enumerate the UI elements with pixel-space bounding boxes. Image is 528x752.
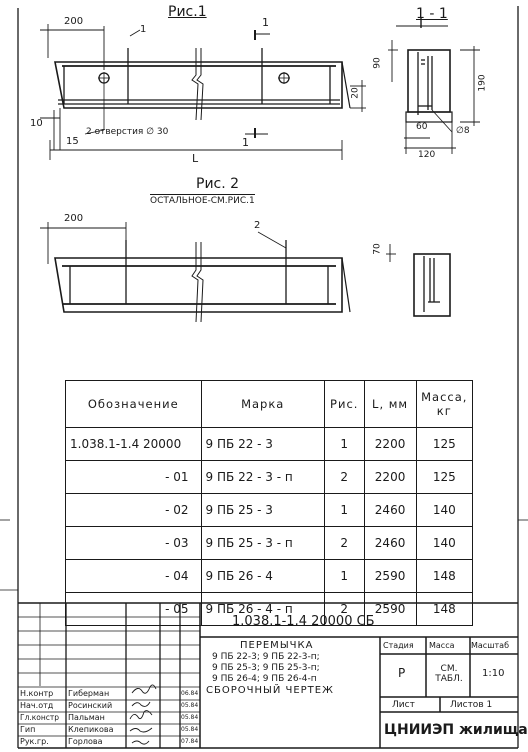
col-designation: Обозначение [66,381,202,428]
stage-value: Р [398,666,406,680]
scale-value: 1:10 [482,668,505,679]
row-fig: 1 [324,560,364,593]
fig1-dim-10: 10 [30,118,43,129]
stage-label: Стадия [383,641,414,650]
row-mass: 140 [416,527,472,560]
fig2-dim-200: 200 [64,213,84,224]
row-fig: 1 [324,494,364,527]
signatures [130,685,156,744]
product-marks-1: 9 ПБ 22-3; 9 ПБ 22-3-п; [212,652,320,662]
row-designation: - 05 [66,593,202,626]
fig1-dim-L: L [192,152,199,165]
row-mass: 125 [416,428,472,461]
section-dim-60: 60 [416,122,428,132]
table-row [66,494,473,527]
product-name: ПЕРЕМЫЧКА [240,640,314,651]
row-length: 2590 [364,593,416,626]
fig2-leader-2: 2 [254,220,261,231]
col-mass: Масса, кг [416,381,472,428]
row-designation: - 01 [66,461,202,494]
fig2-dim-70: 70 [372,243,383,255]
section-dim-90: 90 [372,57,383,69]
section-title: 1 - 1 [416,6,448,22]
row-length: 2460 [364,494,416,527]
role-label: Гл.констр [20,713,60,722]
section-dim-190: 190 [477,74,488,92]
fig1-dim-200: 200 [64,16,84,27]
row-mark: 9 ПБ 26 - 4 - п [201,593,324,626]
role-label: Рук.гр. [20,737,49,746]
row-mass: 148 [416,560,472,593]
table-row [66,560,473,593]
mass-value: СМ. ТАБЛ. [435,664,463,684]
role-label: Нач.отд [20,701,54,710]
table-row [66,428,473,461]
row-designation: - 02 [66,494,202,527]
role-date: 05.84 [181,726,199,733]
scale-label: Масштаб [471,641,510,650]
row-length: 2200 [364,461,416,494]
row-length: 2200 [364,428,416,461]
row-designation: 1.038.1-1.4 20000 [66,428,202,461]
col-mark: Марка [201,381,324,428]
fig2-section [414,254,450,316]
fig1-dim-15: 15 [66,136,79,147]
role-label: Н.контр [20,689,54,698]
role-date: 07.84 [181,738,199,745]
role-name: Гиберман [68,689,110,698]
row-length: 2590 [364,560,416,593]
role-name: Горлова [68,737,103,746]
row-mark: 9 ПБ 25 - 3 [201,494,324,527]
fig1-title: Рис.1 [168,4,207,20]
section-dim-120: 120 [418,150,436,160]
role-date: 05.84 [181,702,199,709]
table-row [66,527,473,560]
fig1-dim-20: 20 [350,87,361,99]
row-mark: 9 ПБ 25 - 3 - п [201,527,324,560]
fig1-section-label-bottom: 1 [242,136,249,149]
row-length: 2460 [364,527,416,560]
role-name: Пальман [68,713,105,722]
sheet-label: Лист [392,700,415,710]
col-fig: Рис. [324,381,364,428]
doc-code: 1.038.1-1.4 20000 СБ [232,614,375,629]
fig2-beam [55,240,350,322]
table-row [66,461,473,494]
row-mark: 9 ПБ 22 - 3 [201,428,324,461]
mass-label: Масса [429,641,455,650]
row-designation: - 03 [66,527,202,560]
fig2-title: Рис. 2 [196,176,240,192]
row-fig: 2 [324,461,364,494]
fig2-subtitle: ОСТАЛЬНОЕ-СМ.РИС.1 [150,196,255,206]
row-mass: 148 [416,593,472,626]
role-name: Росинский [68,701,113,710]
drawing-type: СБОРОЧНЫЙ ЧЕРТЕЖ [206,685,334,696]
fig1-hole-note: 2 отверстия ∅ 30 [86,127,169,137]
role-date: 06.84 [181,690,199,697]
row-mark: 9 ПБ 26 - 4 [201,560,324,593]
row-mass: 140 [416,494,472,527]
row-fig: 1 [324,428,364,461]
fig1-leader-1: 1 [140,24,147,35]
role-date: 05.84 [181,714,199,721]
spec-table [65,380,473,626]
row-designation: - 04 [66,560,202,593]
product-marks-3: 9 ПБ 26-4; 9 ПБ 26-4-п [212,674,317,684]
row-mass: 125 [416,461,472,494]
row-fig: 2 [324,593,364,626]
sheets-label: Листов 1 [450,700,493,710]
role-label: Гип [20,725,36,734]
spec-header-row [66,381,473,428]
row-mark: 9 ПБ 22 - 3 - п [201,461,324,494]
row-fig: 2 [324,527,364,560]
col-length: L, мм [364,381,416,428]
product-marks-2: 9 ПБ 25-3; 9 ПБ 25-3-п; [212,663,320,673]
role-name: Клепикова [68,725,114,734]
section-dim-8: ∅8 [456,126,470,136]
organization: ЦНИИЭП жилища [384,722,528,738]
fig1-section-label-top: 1 [262,16,269,29]
section-1-1 [406,50,452,122]
fig1-beam [55,48,350,120]
